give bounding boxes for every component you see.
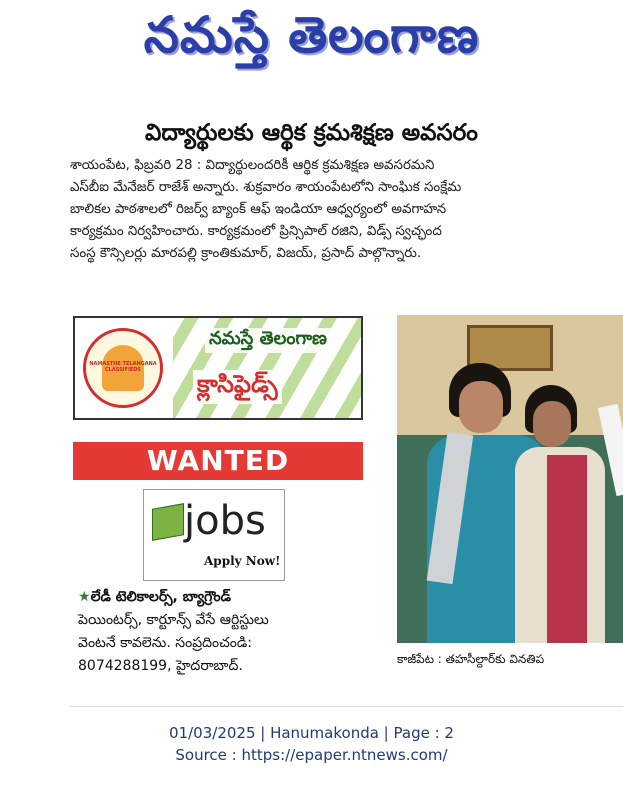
cube-icon [152,503,184,541]
star-icon: ★ [78,589,91,605]
footer-date-edition: 01/03/2025 | Hanumakonda | Page : 2 [169,724,454,742]
person-right-face [533,401,571,447]
masthead [0,0,623,92]
article-line: శాయంపేట, ఫిబ్రవరి 28 : విద్యార్థులందరికీ ఆర్థిక క్రమశిక్షణ అవసరమని [70,158,435,173]
ad-line [78,586,366,609]
ad-brand-name: నమస్తే తెలంగాణ [205,328,331,353]
ad-classifieds-label: క్లాసిఫైడ్స్ [193,370,282,404]
article-body [70,155,622,265]
footer-source: Source : https://epaper.ntnews.com/ [175,746,448,764]
logo-ring-text: NAMASTHE TELANGANA CLASSIFIEDS [89,361,157,373]
article-line: ఎస్‌బీఐ మేనేజర్ రాజేశ్ అన్నారు. శుక్రవారం శాయంపేటలోని సాంఘిక సంక్షేమ [70,180,462,195]
article-line: కార్యక్రమం నిర్వహించారు. కార్యక్రమంలో ప్రిన్సిపాల్ రజిని, విడ్స్ స్వచ్ఛంద [70,224,442,239]
ad-line-text: లేడీ టెలికాలర్స్, బ్యాగ్రౌండ్ [90,589,231,605]
jobs-word: jobs [184,498,266,544]
masthead-title: నమస్తే తెలంగాణ [143,6,480,64]
wanted-banner: WANTED [73,442,363,480]
classified-ad [70,314,370,706]
article-line: సంస్థ కౌన్సిలర్లు మారపల్లి క్రాంతికుమార్, విజయ్, ప్రసాద్ పాల్గొన్నారు. [70,246,422,261]
photo-caption: కాజీపేట : తహసీల్దార్‌కు వినతిప [397,652,545,666]
clipped-text-strip [72,92,472,102]
person-left-face [459,381,503,433]
article-headline: విద్యార్థులకు ఆర్థిక క్రమశిక్షణ అవసరం [145,120,478,146]
classifieds-logo [83,328,163,408]
ad-line: పెయింటర్స్, కార్టూన్స్ వేసే ఆర్టిస్టులు [78,612,269,628]
person-right-dress [547,455,587,643]
article-line: బాలికల పాఠశాలలో రిజర్వ్ బ్యాంక్ ఆఫ్ ఇండియా ఆధ్వర్యంలో అవగాహన [70,202,447,217]
ad-body [78,586,366,678]
apply-now-text: Apply Now! [204,554,281,568]
classifieds-banner [73,316,363,420]
jobs-logo [143,489,285,581]
ad-line: వెంటనే కావలెను. సంప్రదించండి: [78,635,252,651]
ad-line: 8074288199, హైదరాబాద్. [78,658,243,674]
clip-edge [70,706,623,711]
news-photo [397,315,623,643]
